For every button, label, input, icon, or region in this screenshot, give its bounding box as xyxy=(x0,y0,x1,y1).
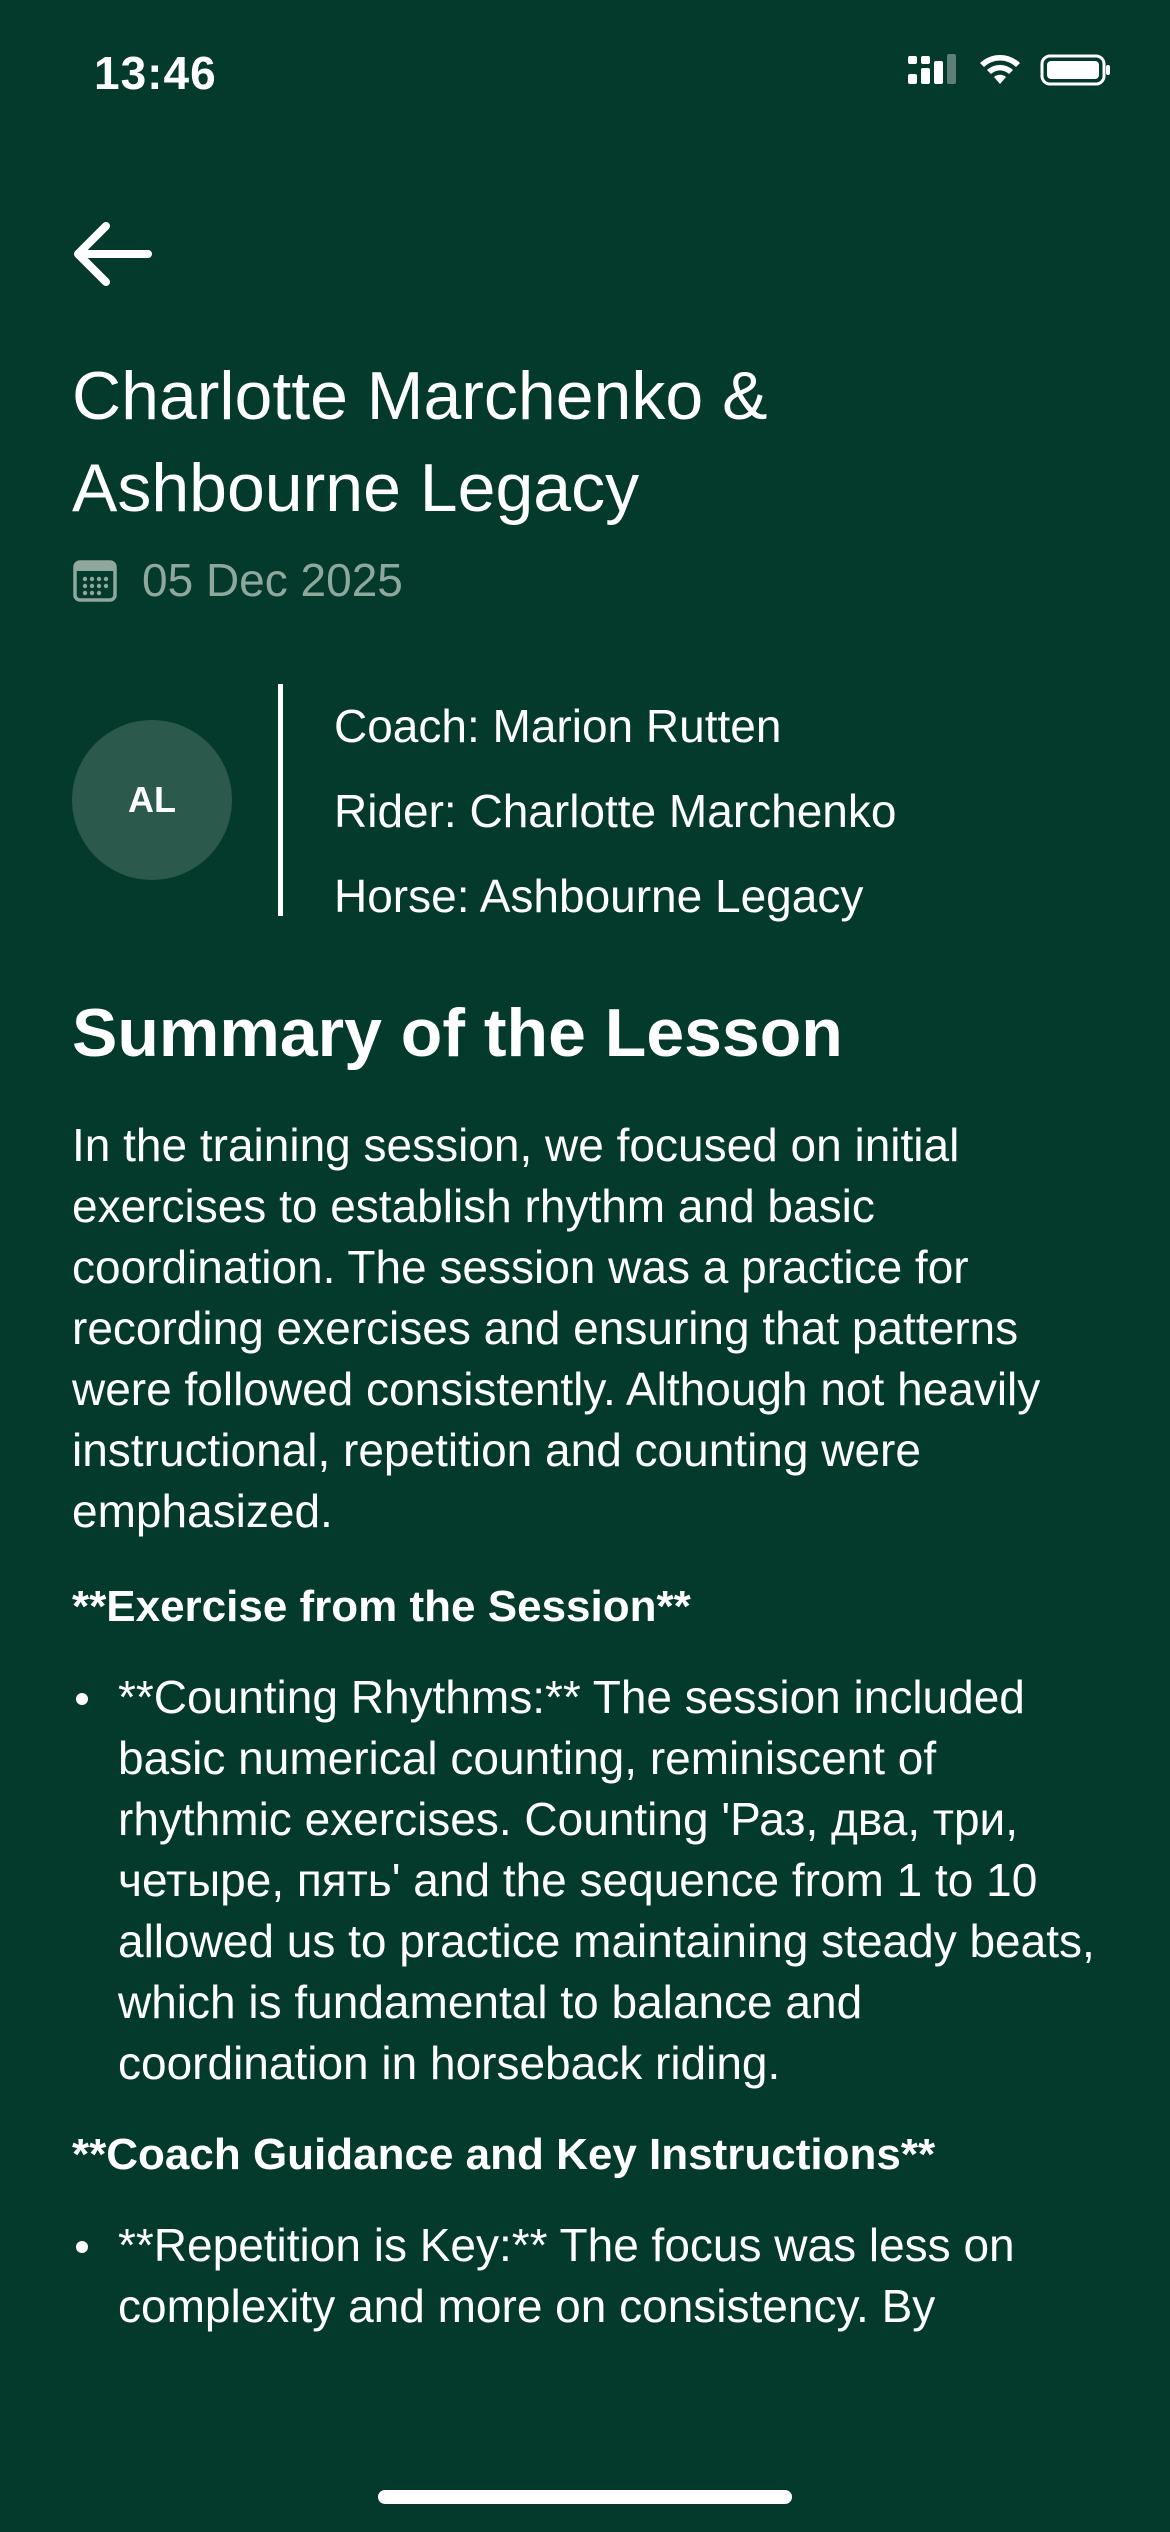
status-bar xyxy=(0,0,1170,150)
bullet-icon xyxy=(76,1693,88,1705)
arrow-left-icon xyxy=(68,216,158,296)
home-indicator[interactable] xyxy=(378,2490,792,2504)
exercise-heading: **Exercise from the Session** xyxy=(72,1582,691,1631)
battery-icon xyxy=(1040,52,1112,88)
bullet-icon xyxy=(76,2241,88,2253)
summary-intro: In the training session, we focused on initial exercises to establish rhythm and basic coordination. The session was a practice for recording exercises and ensuring that patterns were followed consistently. Although not heavily instructional, repetition and counting were emphasized. xyxy=(72,1119,1041,1537)
list-item-text: **Repetition is Key:** The focus was less on complexity and more on consistency. By xyxy=(118,2219,1015,2332)
summary-title: Summary of the Lesson xyxy=(72,995,843,1071)
cellular-signal-icon xyxy=(906,52,960,88)
list-item xyxy=(72,1667,1112,2094)
lesson-date-text: 05 Dec 2025 xyxy=(142,554,403,606)
back-button[interactable] xyxy=(68,216,158,296)
rider-label: Rider: Charlotte Marchenko xyxy=(334,785,897,837)
calendar-icon xyxy=(72,557,118,603)
guidance-heading: **Coach Guidance and Key Instructions** xyxy=(72,2130,936,2179)
coach-label: Coach: Marion Rutten xyxy=(334,700,782,752)
meta-divider xyxy=(278,684,283,916)
summary-content[interactable] xyxy=(72,1115,1112,2405)
lesson-date xyxy=(72,553,403,607)
wifi-icon xyxy=(976,52,1024,88)
exercise-list xyxy=(72,1667,1112,2094)
status-time: 13:46 xyxy=(94,47,217,99)
avatar: AL xyxy=(72,720,232,880)
guidance-list xyxy=(72,2215,1112,2337)
page-title: Charlotte Marchenko & Ashbourne Legacy xyxy=(72,358,768,526)
list-item xyxy=(72,2215,1112,2337)
status-icons xyxy=(906,52,1112,88)
meta-list xyxy=(334,684,896,939)
horse-label: Horse: Ashbourne Legacy xyxy=(334,870,864,922)
list-item-text: **Counting Rhythms:** The session included basic numerical counting, reminiscent of rhythmic exercises. Counting 'Раз, два, три, четыре, пять' and the sequence from 1 to 10 allowed us to practice maintaining steady beats, which is fundamental to balance and coordination in horseback riding. xyxy=(118,1671,1095,2089)
lesson-meta xyxy=(72,684,1112,920)
